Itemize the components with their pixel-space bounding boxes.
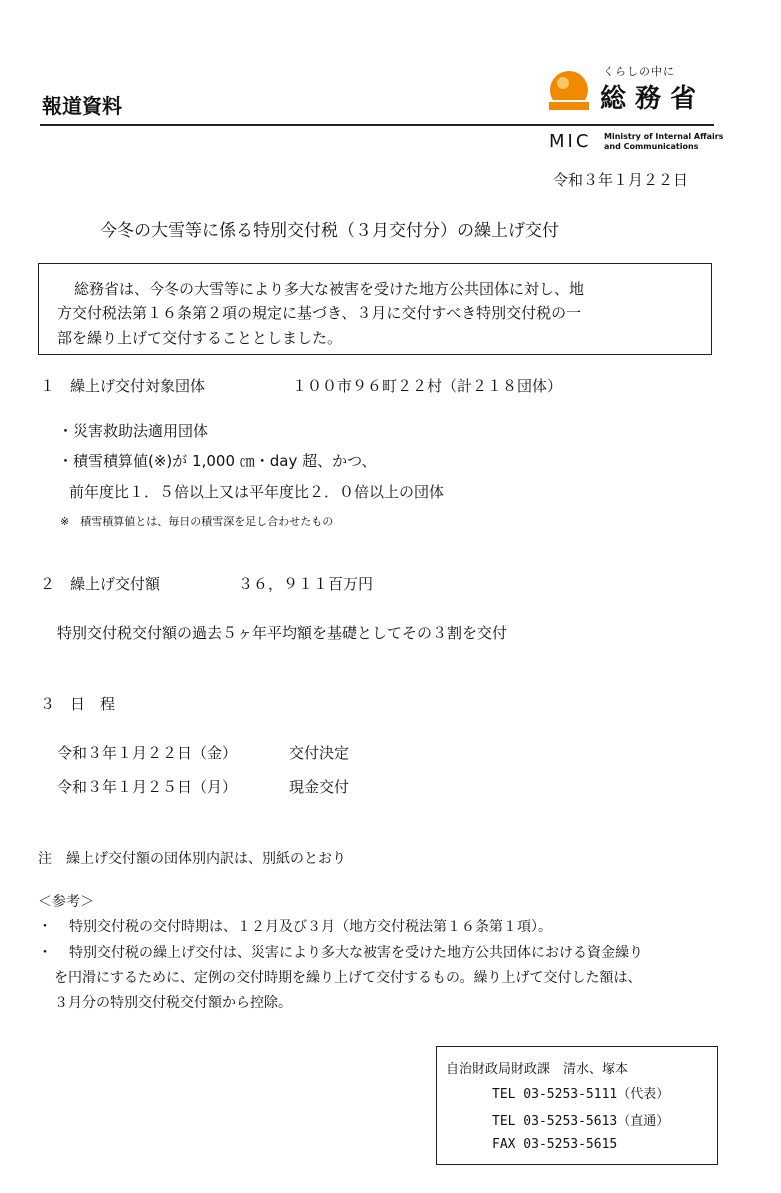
header-rule [40, 124, 714, 126]
section1-note: ※ 積雪積算値とは、毎日の積雪深を足し合わせたもの [60, 515, 334, 528]
reference-bullet-2: ・ [38, 945, 52, 961]
page-title: 今冬の大雪等に係る特別交付税（３月交付分）の繰上げ交付 [100, 221, 559, 241]
logo-tagline: くらしの中に [603, 65, 675, 78]
logo-name: 総 務 省 [600, 84, 697, 114]
reference-item-2a: 特別交付税の繰上げ交付は、災害により多大な被害を受けた地方公共団体における資金繰り [69, 945, 643, 961]
breakdown-note: 注 繰上げ交付額の団体別内訳は、別紙のとおり [38, 851, 346, 867]
press-release-label: 報道資料 [42, 94, 122, 118]
summary-line-2: 方交付税法第１６条第２項の規定に基づき、３月に交付すべき特別交付税の一 [57, 304, 582, 322]
section1-value: １００市９６町２２村（計２１８団体） [292, 377, 563, 395]
logo-en-1: Ministry of Internal Affairs [604, 132, 724, 141]
reference-item-2c: ３月分の特別交付税交付額から控除。 [54, 995, 292, 1011]
summary-line-1: 総務省は、今冬の大雪等により多大な被害を受けた地方公共団体に対し、地 [74, 280, 585, 298]
reference-bullet-1: ・ [38, 919, 52, 935]
contact-tel-main: TEL 03-5253-5111（代表） [492, 1087, 670, 1102]
reference-item-2b: を円滑にするために、定例の交付時期を繰り上げて交付するもの。繰り上げて交付した額は、 [54, 970, 642, 986]
reference-heading: ＜参考＞ [38, 894, 94, 910]
release-date: 令和３年１月２２日 [553, 171, 689, 189]
contact-tel-direct: TEL 03-5253-5613（直通） [492, 1114, 670, 1129]
logo-en-2: and Communications [604, 142, 699, 151]
section1-heading: １ 繰上げ交付対象団体 [40, 377, 206, 395]
mic-logo-icon [549, 70, 589, 110]
contact-fax: FAX 03-5253-5615 [492, 1137, 618, 1152]
section3-heading: ３ 日 程 [40, 695, 116, 713]
contact-dept: 自治財政局財政課 清水、塚本 [446, 1062, 629, 1077]
reference-item-1: 特別交付税の交付時期は、１２月及び３月（地方交付税法第１６条第１項）。 [69, 919, 552, 935]
section2-desc: 特別交付税交付額の過去５ヶ年平均額を基礎としてその３割を交付 [57, 624, 508, 642]
schedule-date-1: 令和３年１月２２日（金） [57, 744, 238, 762]
section1-item-2b: 前年度比１．５倍以上又は平年度比２．０倍以上の団体 [69, 483, 445, 501]
section2-heading: ２ 繰上げ交付額 [40, 575, 161, 593]
schedule-event-2: 現金交付 [289, 778, 350, 796]
summary-line-3: 部を繰り上げて交付することとしました。 [57, 329, 343, 347]
section1-item-1: ・災害救助法適用団体 [58, 422, 209, 440]
section2-value: ３６，９１１百万円 [238, 575, 374, 593]
section1-item-2: ・積雪積算値(※)が 1,000 ㎝・day 超、かつ、 [58, 452, 377, 470]
schedule-date-2: 令和３年１月２５日（月） [57, 778, 238, 796]
schedule-event-1: 交付決定 [289, 744, 350, 762]
logo-abbr: MIC [549, 131, 592, 152]
